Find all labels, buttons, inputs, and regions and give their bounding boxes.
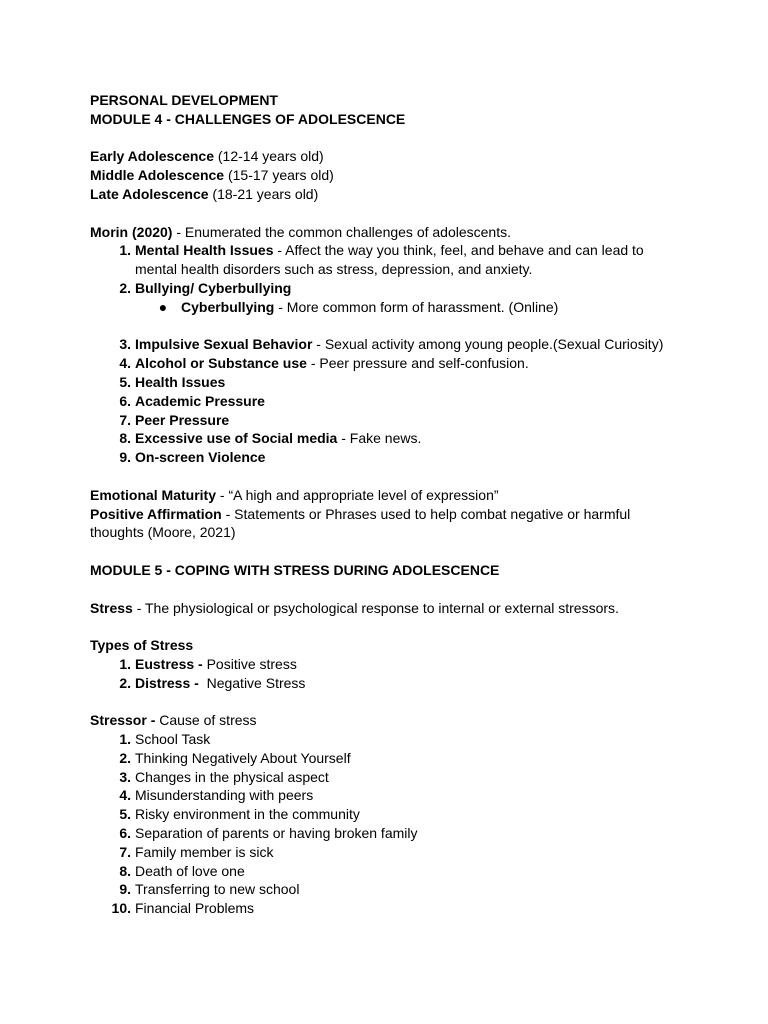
list-item: 2. Distress - Negative Stress: [119, 674, 306, 691]
list-item: 3. Changes in the physical aspect: [119, 768, 329, 785]
module4-heading: MODULE 4 - CHALLENGES OF ADOLESCENCE: [90, 110, 406, 127]
stressor-definition: Stressor - Cause of stress: [90, 712, 257, 729]
list-item: 5. Risky environment in the community: [119, 806, 360, 823]
stage-late: Late Adolescence (18-21 years old): [90, 185, 319, 202]
list-item: 6. Academic Pressure: [119, 392, 265, 409]
list-item: 9. On-screen Violence: [119, 449, 266, 466]
positive-affirmation-line: Positive Affirmation - Statements or Phrases used to help combat negative or harmful thoughts (Moore, 2021): [90, 505, 631, 541]
stress-types-list: [90, 655, 680, 693]
list-item: 1. School Task: [119, 731, 211, 748]
list-item: 8. Death of love one: [119, 862, 245, 879]
cyberbullying-sublist: [90, 298, 680, 317]
list-item: ● Cyberbullying - More common form of harassment. (Online): [158, 298, 559, 315]
list-item: 7. Family member is sick: [119, 843, 274, 860]
list-item: 2. Bullying/ Cyberbullying: [119, 279, 292, 296]
module5-heading: MODULE 5 - COPING WITH STRESS DURING ADOLESCENCE: [90, 561, 500, 578]
list-item: 1. Eustress - Positive stress: [119, 655, 297, 672]
stress-definition: Stress - The physiological or psychological response to internal or external stressors.: [90, 599, 619, 616]
stage-early: Early Adolescence (12-14 years old): [90, 148, 324, 165]
list-item: 7. Peer Pressure: [119, 411, 230, 428]
bullet-icon: ●: [158, 298, 168, 315]
list-item: 10. Financial Problems: [111, 900, 255, 917]
document-body: [90, 91, 680, 918]
list-item: 4. Alcohol or Substance use - Peer pressure and self-confusion.: [119, 355, 529, 372]
list-item: 5. Health Issues: [119, 373, 226, 390]
types-of-stress-heading: Types of Stress: [90, 637, 194, 654]
list-item: 9. Transferring to new school: [119, 881, 300, 898]
document-title: PERSONAL DEVELOPMENT: [90, 92, 278, 108]
list-item: 6. Separation of parents or having broken family: [119, 825, 418, 842]
list-item: 3. Impulsive Sexual Behavior - Sexual activity among young people.(Sexual Curiosity): [119, 336, 664, 353]
stressors-list: [90, 730, 680, 918]
morin-line: Morin (2020) - Enumerated the common challenges of adolescents.: [90, 223, 511, 240]
list-item: 8. Excessive use of Social media - Fake news.: [119, 430, 422, 447]
challenges-list: [90, 241, 680, 297]
list-item: 1. Mental Health Issues - Affect the way you think, feel, and behave and can lead to mental health disorders such as stress, depression, and anxiety.: [119, 242, 644, 278]
challenges-list-continued: [90, 335, 680, 467]
list-item: 2. Thinking Negatively About Yourself: [119, 749, 351, 766]
emotional-maturity-line: Emotional Maturity - “A high and appropriate level of expression”: [90, 486, 499, 503]
list-item: 4. Misunderstanding with peers: [119, 787, 314, 804]
stage-middle: Middle Adolescence (15-17 years old): [90, 167, 334, 184]
